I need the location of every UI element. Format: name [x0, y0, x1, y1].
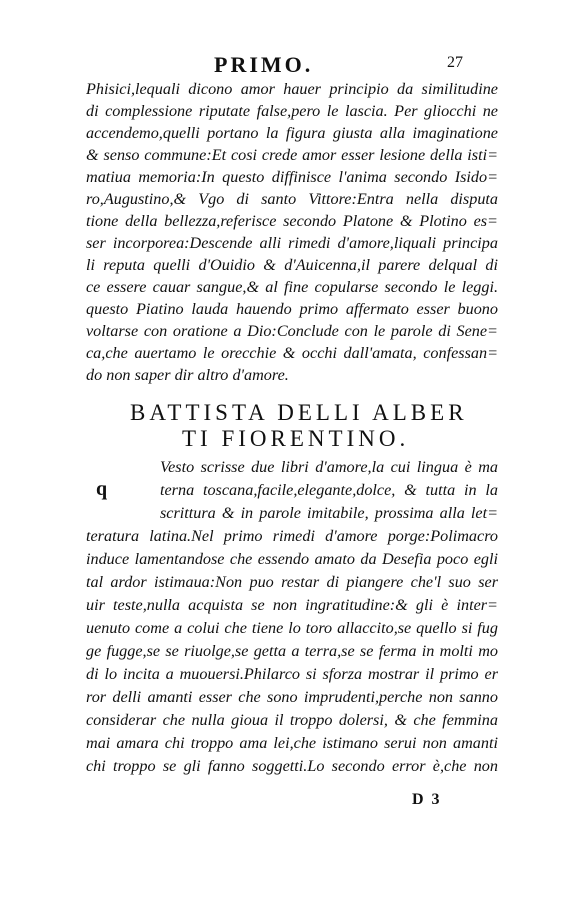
text-line: uir teste,nulla acquista se non ingratitudine:& gli è inter=	[86, 596, 498, 614]
text-line: terna toscana,facile,elegante,dolce, & tutta in la	[160, 481, 498, 499]
text-line: induce lamentandose che essendo amato da Desefia poco egli	[86, 550, 498, 568]
text-line: considerar che nulla gioua il troppo dolersi, & che femmina	[86, 711, 498, 729]
page-running-title: PRIMO.	[214, 52, 314, 77]
drop-cap-letter: q	[96, 478, 108, 500]
text-line: ca,che auertamo le orecchie & occhi dall'amata, confessan=	[86, 344, 498, 362]
text-line: do non saper dir altro d'amore.	[86, 366, 289, 384]
text-line: teratura latina.Nel primo rimedi d'amore porge:Polimacro	[86, 527, 498, 545]
section-heading-line-1: BATTISTA DELLI ALBER	[130, 400, 468, 425]
text-line: ror delli amanti esser che sono imprudenti,perche non sanno	[86, 688, 498, 706]
section-heading-line-2: TI FIORENTINO.	[182, 426, 410, 451]
text-line: Phisici,lequali dicono amor hauer principio da similitudine	[86, 80, 498, 98]
text-line: questo Piatino lauda hauendo primo affermato esser buono	[86, 300, 498, 318]
text-line: Vesto scrisse due libri d'amore,la cui lingua è ma	[160, 458, 498, 476]
text-line: voltarse con oratione a Dio:Conclude con le parole di Sene=	[86, 322, 498, 340]
text-line: tal ardor istimaua:Non puo restar di piangere che'l suo ser	[86, 573, 498, 591]
page-number: 27	[447, 54, 463, 71]
text-line: chi troppo se gli fanno soggetti.Lo secondo error è,che non	[86, 757, 498, 775]
text-line: uenuto come a colui che tiene lo toro allaccito,se quello si fug	[86, 619, 498, 637]
text-line: li reputa quelli d'Ouidio & d'Auicenna,il parere delqual di	[86, 256, 498, 274]
text-line: di complessione riputate false,pero le lascia. Per gliocchi ne	[86, 102, 498, 120]
text-line: mai amara chi troppo ama lei,che istimano serui non amanti	[86, 734, 498, 752]
text-line: matiua memoria:In questo diffinisce l'anima secondo Isido=	[86, 168, 498, 186]
text-line: ge fugge,se se riuolge,se getta a terra,se se ferma in molti mo	[86, 642, 498, 660]
text-line: ro,Augustino,& Vgo di santo Vittore:Entra nella disputa	[86, 190, 498, 208]
text-line: ser incorporea:Descende alli rimedi d'amore,liquali principa	[86, 234, 498, 252]
text-line: scrittura & in parole imitabile, prossima alla let=	[160, 504, 498, 522]
text-line: tione della bellezza,referisce secondo Platone & Plotino es=	[86, 212, 498, 230]
text-line: & senso commune:Et cosi crede amor esser lesione della isti=	[86, 146, 498, 164]
text-line: ce essere cauar sangue,& al fine copularse secondo le leggi.	[86, 278, 498, 296]
text-line: di lo incita a muouersi.Philarco si sforza mostrar il primo er	[86, 665, 498, 683]
text-line: accendemo,quelli portano la figura giusta alla imaginatione	[86, 124, 498, 142]
signature-mark: D 3	[412, 791, 442, 808]
